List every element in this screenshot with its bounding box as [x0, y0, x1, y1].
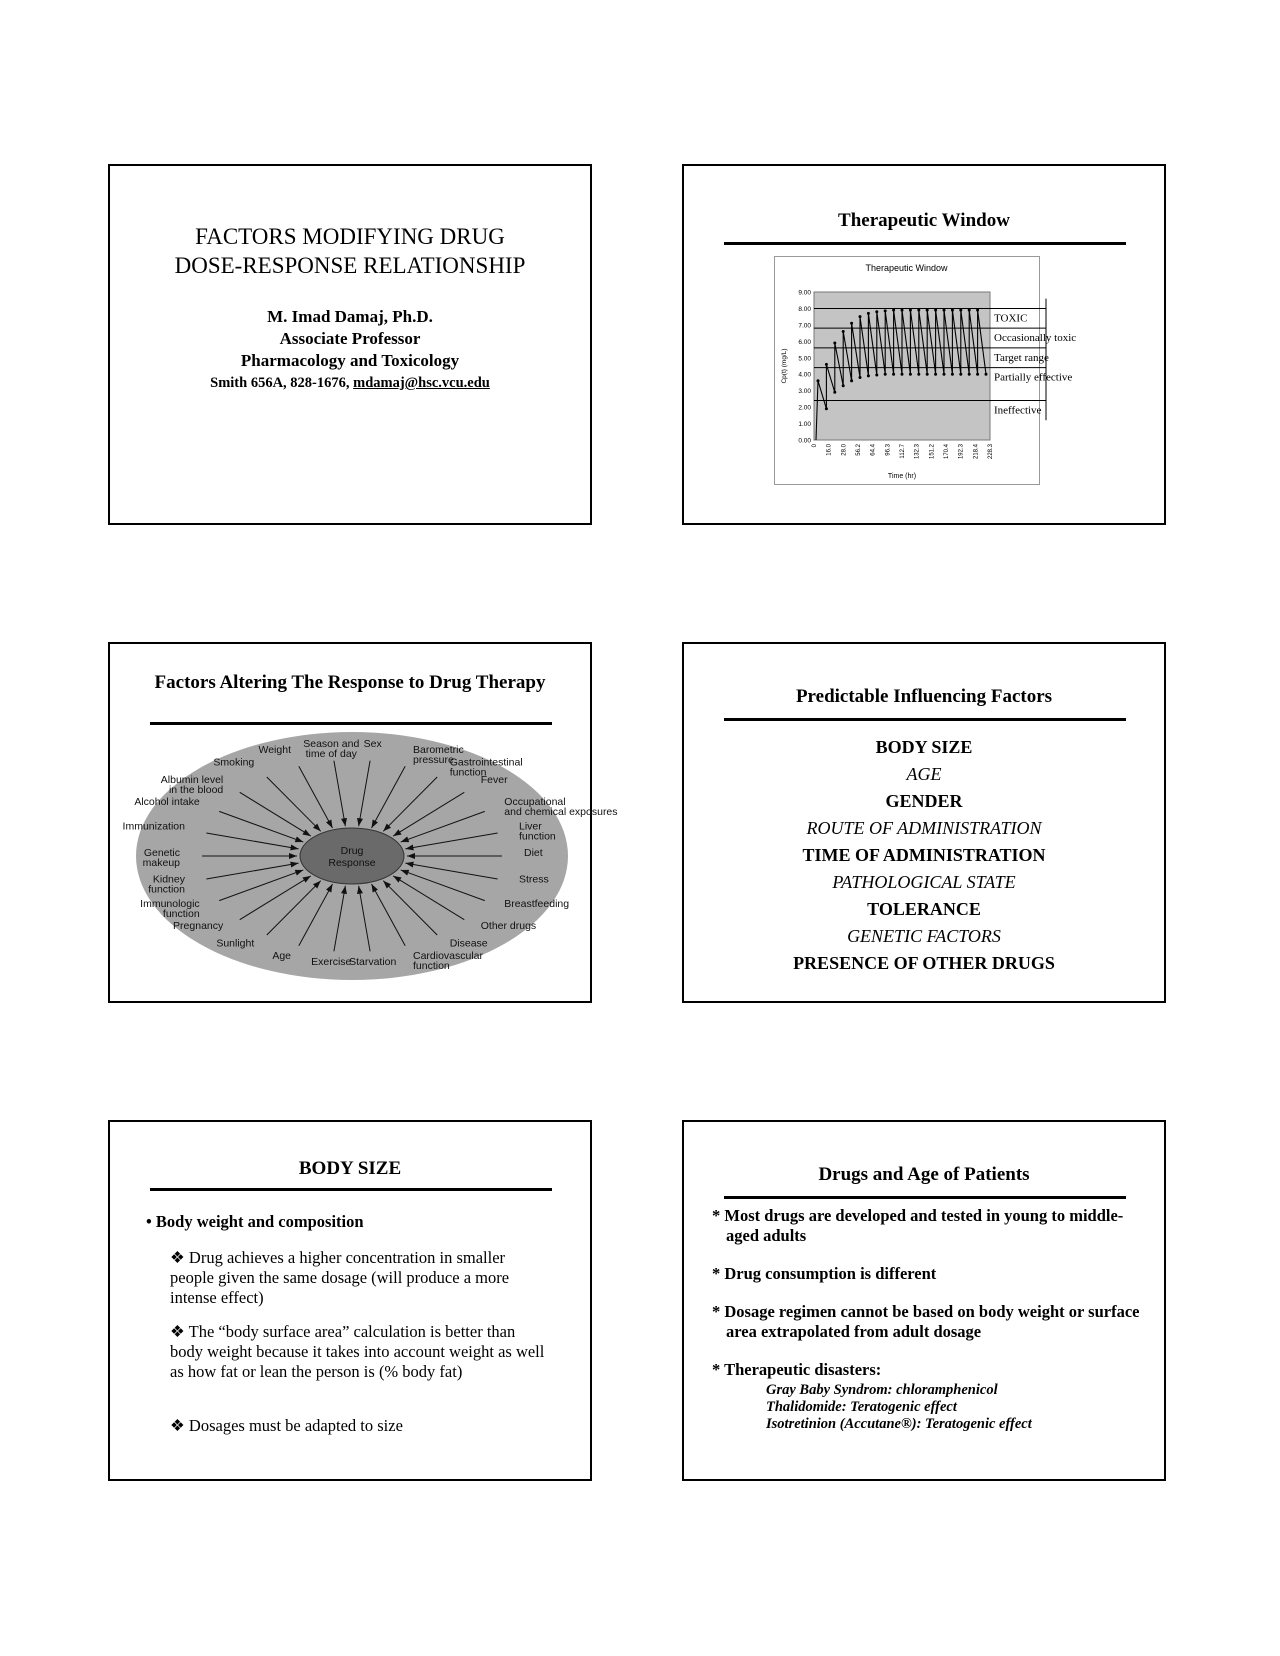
- peak-point: [850, 322, 853, 325]
- factor-label: pressure: [412, 754, 454, 767]
- trough-point: [917, 373, 920, 376]
- factor-item: BODY SIZE: [875, 737, 973, 757]
- x-tick-label: 228.3: [988, 444, 994, 460]
- factor-label: Stress: [519, 873, 549, 886]
- y-axis-label: Cp(t) (mg/L): [781, 348, 788, 384]
- author-name: M. Imad Damaj, Ph.D.: [267, 307, 433, 326]
- trough-point: [951, 373, 954, 376]
- factor-label: Sunlight: [216, 937, 255, 950]
- x-tick-label: 16.0: [826, 444, 833, 456]
- sub-bullet: ❖ Dosages must be adapted to size: [170, 1416, 403, 1435]
- x-tick-label: 192.3: [958, 444, 965, 460]
- peak-point: [917, 309, 920, 312]
- factor-label: Sex: [363, 737, 382, 750]
- peak-point: [976, 309, 979, 312]
- x-tick-label: 0: [812, 444, 818, 448]
- bullet-point: * Drug consumption is different: [712, 1264, 937, 1283]
- factor-label: Genetic: [143, 847, 180, 859]
- y-tick-label: 8.00: [798, 305, 811, 313]
- x-axis-label: Time (hr): [887, 473, 917, 480]
- y-tick-label: 7.00: [798, 322, 811, 330]
- factor-label: Smoking: [213, 756, 255, 769]
- bullet-point: * Dosage regimen cannot be based on body weight or surface area extrapolated from adult dosage: [712, 1302, 1140, 1341]
- factor-item: TOLERANCE: [867, 899, 981, 919]
- slide-heading: BODY SIZE: [298, 1158, 402, 1179]
- factor-label: Weight: [258, 744, 292, 757]
- x-tick-label: 218.4: [973, 444, 980, 460]
- bullet-point: * Most drugs are developed and tested in young to middle-aged adults: [712, 1206, 1124, 1245]
- y-tick-label: 3.00: [798, 388, 811, 396]
- peak-point: [901, 309, 904, 312]
- bullet-point: * Therapeutic disasters:: [712, 1360, 882, 1379]
- factor-label: Diet: [524, 847, 543, 859]
- factor-label: Gastrointestinal: [449, 756, 523, 769]
- factor-label: Disease: [449, 937, 488, 950]
- peak-point: [926, 309, 929, 312]
- factor-label: Exercise: [311, 956, 352, 969]
- factor-label: Breastfeeding: [504, 898, 570, 911]
- peak-point: [842, 330, 845, 333]
- factor-label: function: [519, 830, 556, 843]
- trough-point: [850, 379, 853, 382]
- factors-diagram: [122, 728, 618, 982]
- center-label: Response: [328, 857, 376, 869]
- slide-heading: Factors Altering The Response to Drug Therapy: [154, 672, 546, 693]
- title-line-1: FACTORS MODIFYING DRUG: [195, 224, 505, 249]
- peak-point: [943, 309, 946, 312]
- peak-point: [959, 309, 962, 312]
- heading-rule: [150, 1188, 552, 1191]
- reference-label: Ineffective: [994, 404, 1042, 417]
- trough-point: [901, 373, 904, 376]
- trough-point: [875, 374, 878, 377]
- x-tick-label: 132.3: [914, 444, 921, 460]
- y-tick-label: 6.00: [798, 338, 811, 346]
- center-label: Drug: [340, 845, 364, 857]
- author-position: Associate Professor: [279, 329, 421, 348]
- factor-label: function: [162, 908, 200, 921]
- factor-label: in the blood: [168, 784, 224, 797]
- peak-point: [968, 309, 971, 312]
- y-tick-label: 9.00: [798, 289, 811, 297]
- factor-label: Albumin level: [160, 774, 224, 787]
- factor-label: function: [148, 883, 185, 896]
- x-tick-label: 56.2: [856, 444, 862, 456]
- factor-item: GENDER: [885, 791, 963, 811]
- factor-item: TIME OF ADMINISTRATION: [802, 845, 1046, 865]
- x-tick-label: 112.7: [900, 444, 906, 459]
- peak-point: [817, 379, 820, 382]
- reference-label: TOXIC: [994, 312, 1028, 325]
- x-tick-label: 64.4: [870, 444, 877, 456]
- slide-body-size: [108, 1120, 592, 1481]
- disaster-item: Thalidomide: Teratogenic effect: [766, 1399, 957, 1415]
- trough-point: [867, 374, 870, 377]
- trough-point: [943, 373, 946, 376]
- slide-factors-altering: [108, 642, 618, 1003]
- factor-list: [684, 734, 1164, 977]
- peak-point: [867, 312, 870, 315]
- factor-label: function: [449, 766, 487, 779]
- factor-label: Kidney: [152, 873, 185, 886]
- presentation-title: [110, 222, 590, 280]
- main-bullet: • Body weight and composition: [146, 1212, 364, 1231]
- trough-point: [859, 376, 862, 379]
- factor-item: PRESENCE OF OTHER DRUGS: [793, 953, 1055, 973]
- factor-item: ROUTE OF ADMINISTRATION: [806, 818, 1042, 838]
- author-department: Pharmacology and Toxicology: [240, 351, 460, 370]
- factor-label: makeup: [142, 857, 180, 869]
- factor-label: function: [412, 959, 450, 972]
- peak-point: [892, 309, 895, 312]
- factor-label: Fever: [480, 774, 508, 787]
- slide-heading: Drugs and Age of Patients: [818, 1164, 1030, 1185]
- peak-point: [934, 309, 937, 312]
- trough-point: [833, 391, 836, 394]
- trough-point: [842, 384, 845, 387]
- y-tick-label: 5.00: [798, 355, 811, 363]
- contact-text: Smith 656A, 828-1676,: [210, 375, 354, 391]
- factor-label: Season and: [303, 737, 360, 750]
- peak-point: [825, 363, 828, 366]
- heading-rule: [724, 242, 1126, 245]
- factor-label: Starvation: [349, 956, 397, 969]
- factor-label: and chemical exposures: [504, 805, 618, 818]
- sub-bullet: ❖ Drug achieves a higher concentration in smaller people given the same dosage (will produce a more intense effect): [170, 1248, 510, 1307]
- reference-label: Occasionally toxic: [994, 332, 1077, 345]
- x-tick-label: 151.2: [929, 444, 936, 460]
- slide-heading: Therapeutic Window: [838, 210, 1010, 231]
- trough-point: [934, 373, 937, 376]
- slide-drugs-and-age: [682, 1120, 1166, 1481]
- y-tick-label: 1.00: [798, 421, 811, 429]
- factor-item: PATHOLOGICAL STATE: [832, 872, 1016, 892]
- y-tick-label: 4.00: [798, 371, 811, 379]
- factor-label: Alcohol intake: [134, 795, 200, 808]
- factor-label: Occupational: [504, 795, 566, 808]
- slide-title: [108, 164, 592, 525]
- trough-point: [892, 373, 895, 376]
- disaster-item: Gray Baby Syndrom: chloramphenicol: [766, 1382, 998, 1398]
- x-tick-label: 96.3: [885, 444, 892, 456]
- disaster-list: [766, 1382, 1032, 1433]
- slide-heading: Predictable Influencing Factors: [795, 686, 1053, 707]
- factor-label: Immunization: [122, 820, 185, 833]
- peak-point: [909, 309, 912, 312]
- slide-predictable-factors: [682, 642, 1166, 1003]
- x-tick-label: 170.4: [944, 444, 950, 460]
- factor-item: AGE: [906, 764, 942, 784]
- email-link[interactable]: mdamaj@hsc.vcu.edu: [353, 375, 490, 391]
- factor-label: time of day: [305, 747, 357, 760]
- trough-point: [909, 373, 912, 376]
- sub-bullet: ❖ The “body surface area” calculation is better than body weight because it takes into account weight as well as how fat or lean the person is (% body fat): [170, 1322, 545, 1381]
- author-contact: [110, 372, 590, 394]
- trough-point: [985, 373, 988, 376]
- title-line-2: DOSE-RESPONSE RELATIONSHIP: [174, 253, 526, 278]
- factor-label: Barometric: [412, 744, 464, 757]
- therapeutic-window-chart: [774, 256, 1094, 492]
- peak-point: [951, 309, 954, 312]
- factor-label: Other drugs: [480, 919, 537, 932]
- factor-item: GENETIC FACTORS: [847, 926, 1001, 946]
- factor-label: Immunologic: [140, 898, 200, 911]
- factor-label: Age: [272, 949, 292, 962]
- trough-point: [959, 373, 962, 376]
- trough-point: [976, 373, 979, 376]
- y-tick-label: 2.00: [798, 404, 811, 412]
- factor-label: Pregnancy: [173, 919, 224, 932]
- x-tick-label: 28.0: [841, 444, 848, 456]
- heading-rule: [150, 722, 552, 725]
- disaster-item: Isotretinion (Accutane®): Teratogenic effect: [766, 1416, 1032, 1432]
- trough-point: [926, 373, 929, 376]
- peak-point: [884, 309, 887, 312]
- slide-therapeutic-window: [682, 164, 1166, 525]
- author-block: [110, 306, 590, 394]
- reference-label: Partially effective: [994, 371, 1073, 384]
- trough-point: [825, 407, 828, 410]
- trough-point: [884, 373, 887, 376]
- peak-point: [833, 341, 836, 344]
- factor-label: Cardiovascular: [412, 949, 484, 962]
- reference-label: Target range: [994, 351, 1049, 364]
- peak-point: [859, 315, 862, 318]
- chart-title: Therapeutic Window: [865, 263, 948, 273]
- trough-point: [968, 373, 971, 376]
- y-tick-label: 0.00: [798, 437, 811, 445]
- factor-label: Liver: [519, 820, 542, 833]
- peak-point: [875, 310, 878, 313]
- heading-rule: [724, 1196, 1126, 1199]
- heading-rule: [724, 718, 1126, 721]
